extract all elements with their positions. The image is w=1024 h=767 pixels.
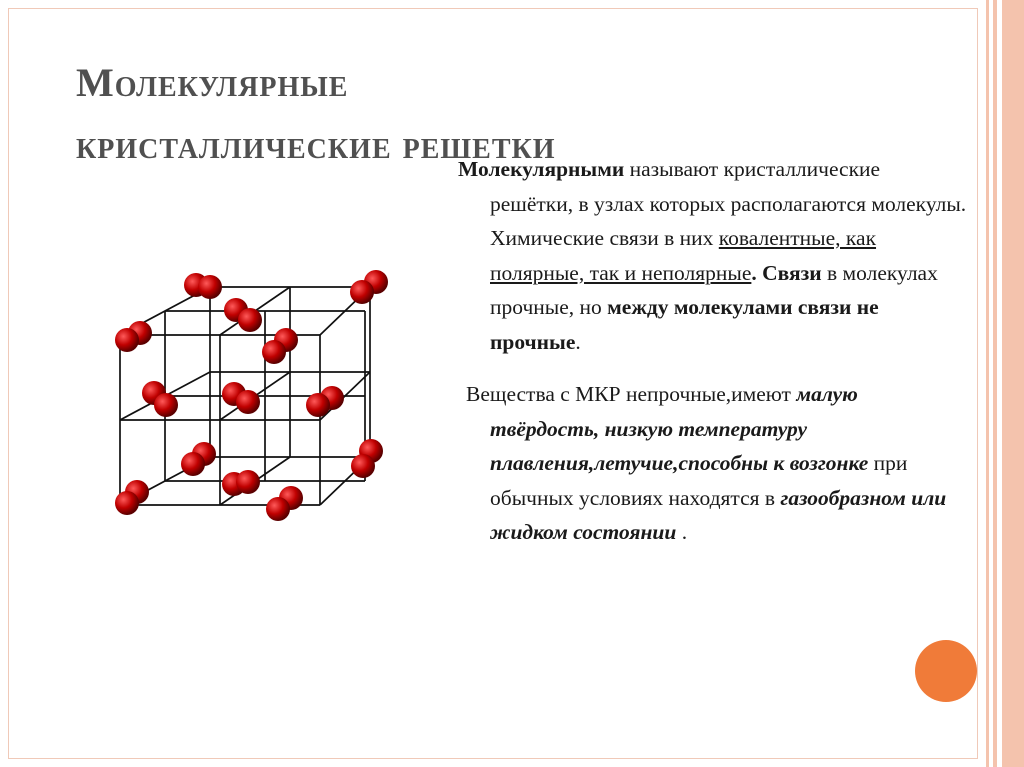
term-molecular: Молекулярными	[458, 157, 625, 181]
molecule	[181, 442, 216, 476]
title-line-2: кристаллические решетки	[76, 122, 556, 167]
properties-intro: Вещества с МКР непрочные,имеют	[466, 382, 797, 406]
bond-type-text: ковалентные, как полярные, так и неполярные	[490, 226, 877, 285]
conditions-text: при обычных условиях находятся в	[490, 451, 908, 510]
properties-list: малую твёрдость, низкую температуру плавления,летучие,способны к возгонке	[490, 382, 869, 475]
molecule	[350, 270, 388, 304]
molecular-lattice-diagram	[100, 260, 400, 535]
definition-paragraph	[458, 152, 968, 359]
molecule	[115, 321, 152, 352]
molecule	[266, 486, 303, 521]
molecule	[222, 470, 260, 496]
period: .	[575, 329, 581, 354]
period: .	[751, 260, 757, 285]
molecule	[306, 386, 344, 417]
text-block	[458, 152, 968, 550]
molecule	[222, 382, 260, 414]
molecule	[262, 328, 298, 364]
molecule	[351, 439, 383, 478]
molecule	[142, 381, 178, 417]
between-molecules-text: между молекулами связи не прочные	[490, 295, 879, 354]
molecule	[184, 273, 222, 299]
state-text: газообразном или жидком состоянии	[490, 485, 947, 544]
bonds-text: в молекулах прочные, но	[490, 260, 938, 319]
term-bonds: Связи	[762, 260, 822, 285]
definition-text: называют кристаллические решётки, в узлах которых располагаются молекулы. Химические связи в них	[490, 157, 967, 250]
molecule	[224, 298, 262, 332]
properties-paragraph	[466, 377, 968, 550]
decorative-orange-circle	[915, 640, 977, 702]
decorative-side-stripes	[978, 0, 1024, 767]
period: .	[676, 520, 688, 544]
title-line-1: Молекулярные	[76, 60, 349, 105]
